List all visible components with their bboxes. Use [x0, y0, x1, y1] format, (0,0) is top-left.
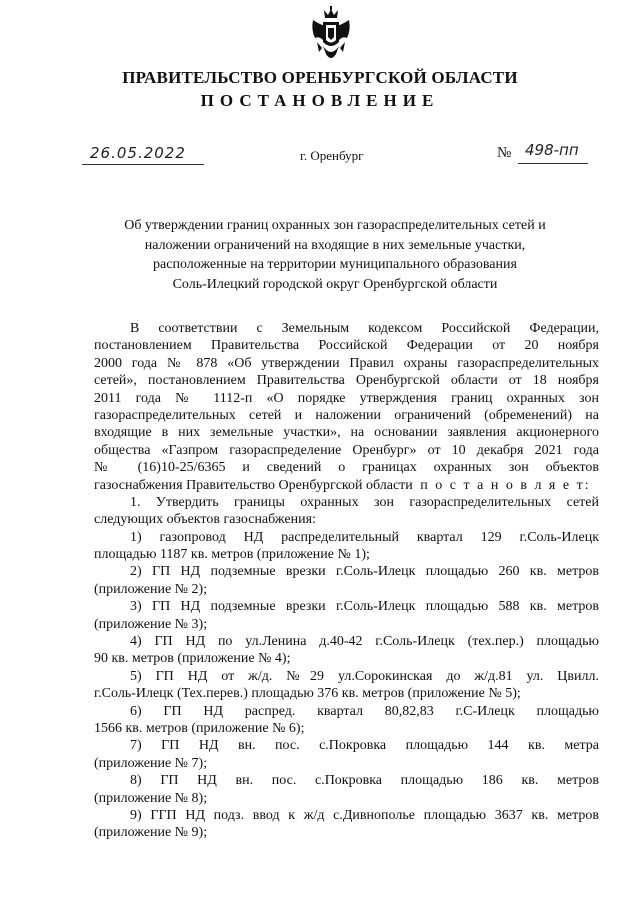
list-item: 4) ГП НД по ул.Ленина д.40-42 г.Соль-Илецк (тех.пер.) площадью	[130, 634, 599, 650]
title-line: расположенные на территории муниципального образования	[153, 257, 517, 272]
body-line: 2000 года № 878 «Об утверждении Правил охраны газораспределительных	[94, 355, 599, 371]
list-item: 5) ГП НД от ж/д. №29 ул.Сорокинская до ж/д.81 ул. Цвилл.	[130, 668, 599, 684]
list-item: 7) ГП НД вн. пос. с.Покровка площадью 144 кв. метра	[130, 738, 599, 754]
body-line: газоснабжения Правительство Оренбургской области	[94, 477, 413, 493]
body-line: № (16)10-25/6365 и сведений о границах охранных зон объектов	[94, 460, 599, 476]
list-item: 9) ГГП НД подз. ввод к ж/д с.Дивнополье площадью 3637 кв. метров	[130, 807, 599, 823]
body-line: В соответствии с Земельным кодексом Российской Федерации,	[130, 321, 599, 336]
list-item-cont: 90 кв. метров (приложение № 4);	[94, 651, 291, 667]
list-item: 2) ГП НД подземные врезки г.Соль-Илецк площадью 260 кв. метров	[130, 564, 599, 580]
list-item-cont: (приложение № 3);	[94, 616, 208, 632]
coat-of-arms-icon	[309, 6, 353, 64]
decree-number: 498-пп	[525, 141, 579, 159]
title-line: Соль-Илецкий городской округ Оренбургской области	[172, 276, 498, 292]
resolution-line	[94, 477, 599, 494]
body-line: постановлением Правительства Российской Федерации от 20 ноября	[94, 338, 599, 354]
list-item-cont: 1566 кв. метров (приложение № 6);	[94, 720, 305, 736]
decree-title	[100, 216, 570, 294]
list-item-cont: г.Соль-Илецк (Тех.перев.) площадью 376 кв. метров (приложение № 5);	[94, 686, 521, 702]
list-item: 3) ГП НД подземные врезки г.Соль-Илецк площадью 588 кв. метров	[130, 599, 599, 615]
body-line: 1. Утвердить границы охранных зон газораспределительных сетей	[130, 494, 599, 510]
title-line: наложении ограничений на входящие в них земельные участки,	[144, 237, 526, 253]
list-item-cont: (приложение № 2);	[94, 581, 208, 597]
body-line: следующих объектов газоснабжения:	[94, 512, 316, 528]
list-item: 1) газопровод НД распределительный квартал 129 г.Соль-Илецк	[130, 529, 599, 545]
city: г. Оренбург	[300, 148, 364, 163]
title-line: Об утверждении границ охранных зон газораспределительных сетей и	[124, 218, 546, 233]
list-item-cont: площадью 1187 кв. метров (приложение № 1);	[94, 547, 370, 563]
resolves-word: п о с т а н о в л я е т:	[420, 477, 591, 493]
list-item: 6) ГП НД распред. квартал 80,82,83 г.С-Илецк площадью	[130, 703, 599, 719]
body-line: общества «Газпром газораспределение Оренбург» от 10 декабря 2021 года	[94, 442, 599, 458]
body-line: газораспределительных сетей и наложении ограничений (обременений) на	[94, 407, 599, 423]
date-underline	[82, 164, 204, 165]
number-underline	[518, 163, 588, 164]
decree-body	[94, 320, 599, 842]
number-label: №	[497, 145, 512, 161]
decree-date: 26.05.2022	[90, 144, 186, 162]
list-item-cont: (приложение № 9);	[94, 825, 208, 841]
list-item-cont: (приложение № 8);	[94, 790, 208, 806]
body-line: 2011 года № 1112-п «О порядке утверждения границ охранных зон	[94, 390, 599, 406]
body-line: сетей», постановлением Правительства Оренбургской области от 18 ноября	[94, 373, 599, 389]
body-line: входящие в них земельные участки», на основании заявления акционерного	[94, 425, 599, 441]
government-name: ПРАВИТЕЛЬСТВО ОРЕНБУРГСКОЙ ОБЛАСТИ	[122, 68, 518, 87]
list-item-cont: (приложение № 7);	[94, 755, 208, 771]
list-item: 8) ГП НД вн. пос. с.Покровка площадью 186 кв. метров	[130, 773, 599, 789]
document-type: ПОСТАНОВЛЕНИЕ	[200, 91, 440, 110]
